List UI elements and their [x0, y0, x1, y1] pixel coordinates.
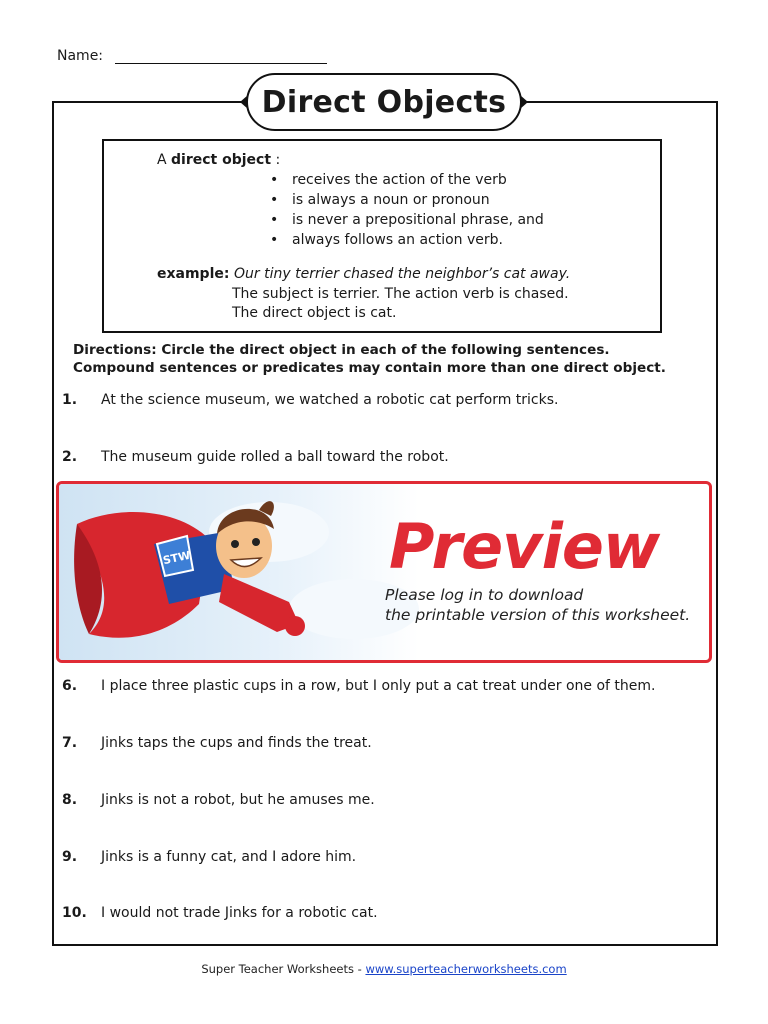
question-number: 6.: [62, 678, 78, 694]
question-number: 9.: [62, 849, 78, 865]
example-explanation-1: The subject is terrier. The action verb is chased.: [232, 286, 569, 302]
example-label: example:: [157, 266, 230, 282]
title-banner: [246, 73, 522, 131]
badge-text: STW: [161, 548, 192, 568]
definition-intro-suffix: :: [271, 152, 281, 168]
question-text: I place three plastic cups in a row, but I only put a cat treat under one of them.: [101, 678, 656, 694]
footer: [0, 962, 768, 976]
definition-term: direct object: [171, 152, 272, 168]
question-text: Jinks taps the cups and finds the treat.: [101, 735, 372, 751]
question-number: 10.: [62, 905, 87, 921]
definition-bullet: • always follows an action verb.: [270, 230, 544, 250]
superhero-mascot-icon: [59, 484, 359, 660]
name-blank-line: [115, 63, 327, 64]
preview-heading: Preview: [389, 510, 660, 583]
preview-message-line2: the printable version of this worksheet.: [385, 606, 691, 624]
question-number: 7.: [62, 735, 78, 751]
name-label: Name:: [57, 48, 104, 64]
question-text: The museum guide rolled a ball toward the robot.: [101, 449, 449, 465]
footer-separator: -: [357, 962, 362, 976]
footer-link[interactable]: www.superteacherworksheets.com: [365, 962, 567, 976]
preview-banner[interactable]: [56, 481, 712, 663]
question-number: 2.: [62, 449, 78, 465]
question-number: 1.: [62, 392, 78, 408]
definition-intro-prefix: A: [157, 152, 172, 168]
definition-bullets: [270, 170, 544, 250]
preview-message: [385, 585, 690, 625]
definition-box: [102, 139, 662, 333]
example-explanation-2: The direct object is cat.: [232, 305, 397, 321]
definition-intro: [157, 152, 280, 168]
example-sentence: Our tiny terrier chased the neighbor’s cat away.: [234, 266, 571, 282]
directions-text: Directions: Circle the direct object in each of the following sentences. Compound sentences or predicates may contain more than one direct object.: [73, 342, 666, 376]
question-text: Jinks is not a robot, but he amuses me.: [101, 792, 375, 808]
preview-message-line1: Please log in to download: [385, 586, 584, 604]
footer-brand: Super Teacher Worksheets: [201, 962, 354, 976]
page-title: Direct Objects: [261, 84, 507, 120]
question-number: 8.: [62, 792, 78, 808]
question-text: I would not trade Jinks for a robotic cat.: [101, 905, 378, 921]
question-text: Jinks is a funny cat, and I adore him.: [101, 849, 357, 865]
question-text: At the science museum, we watched a robotic cat perform tricks.: [101, 392, 559, 408]
definition-bullet: • is always a noun or pronoun: [270, 190, 544, 210]
definition-bullet: • is never a prepositional phrase, and: [270, 210, 544, 230]
definition-bullet: • receives the action of the verb: [270, 170, 544, 190]
